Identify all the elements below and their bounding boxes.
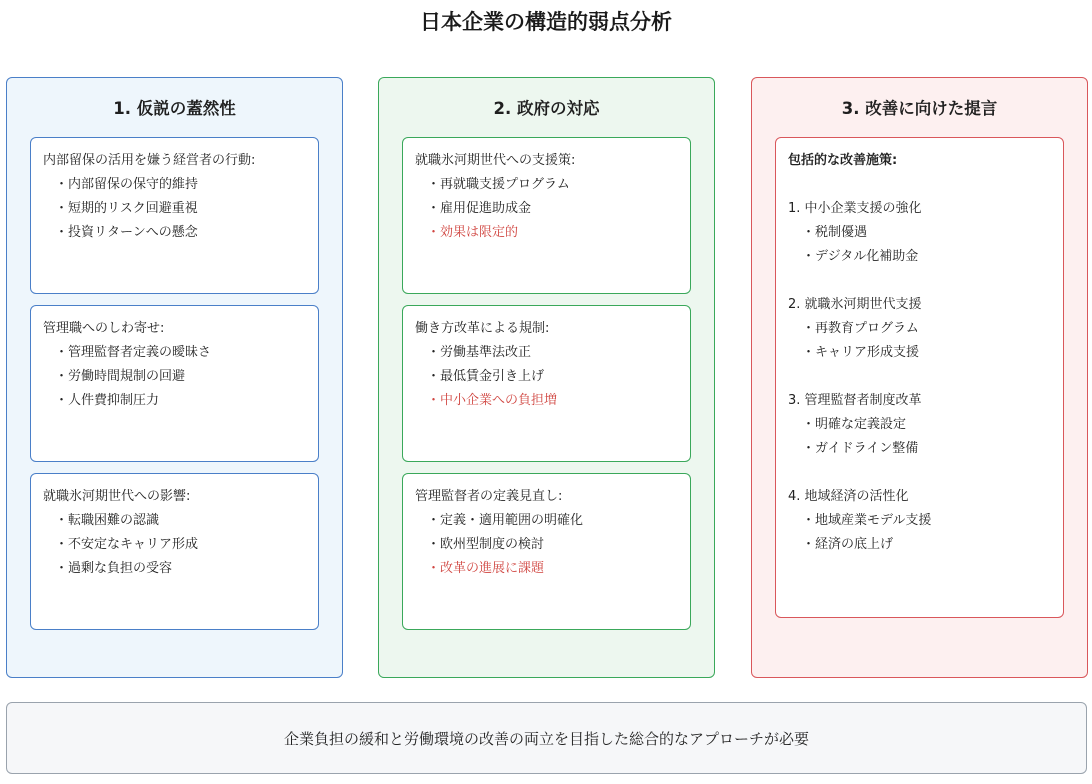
- column-title: 2. 政府の対応: [493, 99, 600, 118]
- proposal-section: [788, 197, 1051, 269]
- card-comprehensive-measures: [775, 137, 1064, 618]
- card-item: ・投資リターンへの懸念: [55, 225, 198, 240]
- card-item: ・雇用促進助成金: [427, 201, 532, 216]
- column-hypothesis: [6, 77, 343, 678]
- card-item: ・内部留保の保守的維持: [55, 177, 199, 192]
- section-item: ・明確な定義設定: [802, 417, 907, 432]
- card-heading: 包括的な改善施策:: [788, 153, 898, 168]
- section-item: ・地域産業モデル支援: [802, 513, 932, 528]
- section-item: ・再教育プログラム: [802, 321, 919, 336]
- card-manager-burden: [30, 305, 319, 462]
- card-item: ・労働時間規制の回避: [55, 369, 186, 384]
- card-ice-age-impact: [30, 473, 319, 630]
- section-item: ・税制優遇: [802, 225, 868, 240]
- card-retained-earnings: [30, 137, 319, 294]
- card-work-style-reform: [402, 305, 691, 462]
- card-item: ・欧州型制度の検討: [427, 537, 545, 552]
- card-heading: 就職氷河期世代への影響:: [43, 489, 191, 504]
- proposal-section: [788, 389, 1051, 461]
- card-item: ・人件費抑制圧力: [55, 393, 160, 408]
- card-item: ・管理監督者定義の曖昧さ: [55, 345, 212, 360]
- page-title: 日本企業の構造的弱点分析: [420, 10, 672, 34]
- card-item-issue: ・効果は限定的: [427, 225, 519, 240]
- card-heading: 内部留保の活用を嫌う経営者の行動:: [43, 153, 256, 168]
- proposal-section: [788, 293, 1051, 365]
- card-item: ・過剰な負担の受容: [55, 561, 173, 576]
- card-manager-definition: [402, 473, 691, 630]
- card-item: ・労働基準法改正: [427, 345, 532, 360]
- column-title: 3. 改善に向けた提言: [841, 99, 998, 118]
- card-heading: 管理職へのしわ寄せ:: [43, 321, 165, 336]
- card-item: ・短期的リスク回避重視: [55, 201, 198, 216]
- card-item: ・定義・適用範囲の明確化: [427, 513, 584, 528]
- card-item: ・最低賃金引き上げ: [427, 369, 545, 384]
- card-heading: 就職氷河期世代への支援策:: [415, 153, 576, 168]
- card-item-issue: ・改革の進展に課題: [427, 561, 545, 576]
- conclusion-box: [6, 702, 1087, 774]
- card-item: ・不安定なキャリア形成: [55, 537, 199, 552]
- card-item: ・転職困難の認識: [55, 513, 160, 528]
- column-title: 1. 仮説の蓋然性: [113, 99, 236, 118]
- section-title: 2. 就職氷河期世代支援: [788, 297, 922, 312]
- conclusion-text: 企業負担の緩和と労働環境の改善の両立を目指した総合的なアプローチが必要: [283, 729, 809, 748]
- section-title: 1. 中小企業支援の強化: [788, 201, 922, 216]
- section-item: ・経済の底上げ: [802, 537, 894, 552]
- card-item-issue: ・中小企業への負担増: [427, 393, 558, 408]
- section-title: 3. 管理監督者制度改革: [788, 393, 922, 408]
- card-heading: 管理監督者の定義見直し:: [415, 489, 563, 504]
- card-item: ・再就職支援プログラム: [427, 177, 570, 192]
- section-item: ・キャリア形成支援: [802, 345, 920, 360]
- section-item: ・ガイドライン整備: [802, 441, 919, 456]
- column-government-response: [378, 77, 715, 678]
- proposal-section: [788, 485, 1051, 557]
- section-title: 4. 地域経済の活性化: [788, 489, 909, 504]
- section-item: ・デジタル化補助金: [802, 249, 919, 264]
- column-proposals: [751, 77, 1088, 678]
- card-heading: 働き方改革による規制:: [415, 321, 550, 336]
- card-support-measures: [402, 137, 691, 294]
